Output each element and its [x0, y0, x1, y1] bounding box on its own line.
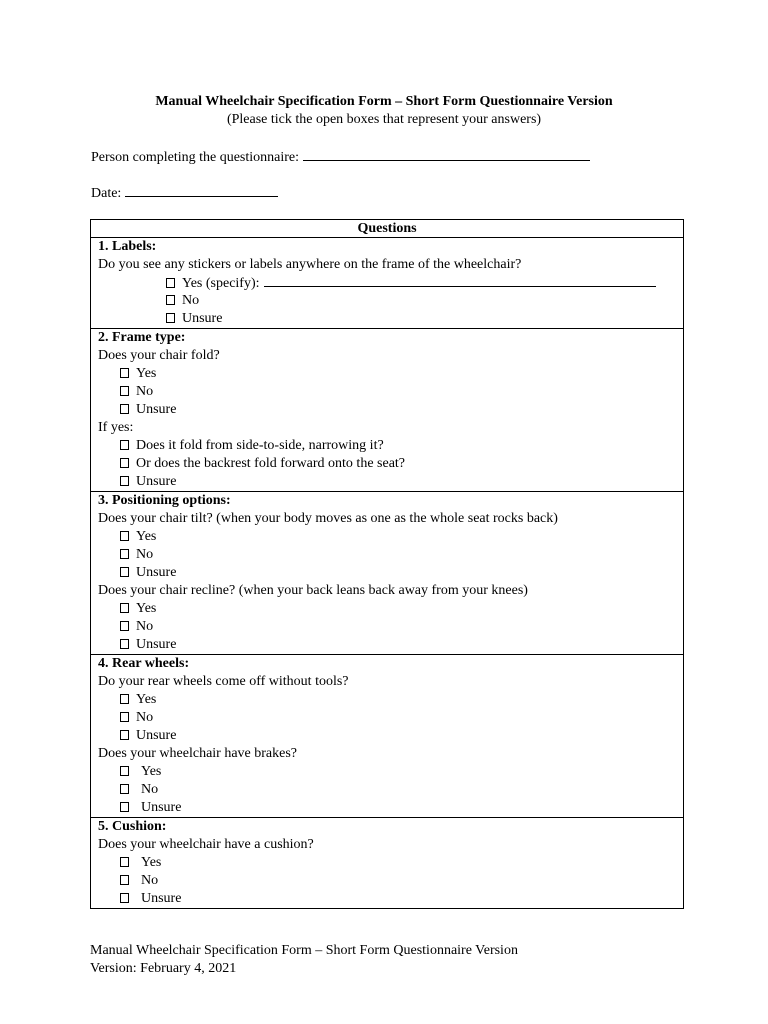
checkbox[interactable] [120, 476, 129, 486]
option-label: Unsure [136, 474, 177, 489]
option-row [98, 890, 683, 908]
checkbox[interactable] [120, 712, 129, 722]
option-label: No [136, 384, 154, 399]
option-label: No [141, 873, 159, 888]
question-text: Does your chair tilt? (when your body moves as one as the whole seat rocks back) [98, 511, 558, 526]
checkbox[interactable] [120, 458, 129, 468]
option-label: Unsure [136, 565, 177, 580]
option-row [98, 401, 683, 419]
question-text: Does your chair fold? [98, 348, 220, 363]
checkbox[interactable] [120, 368, 129, 378]
option-row [98, 310, 683, 328]
option-row [98, 854, 683, 872]
option-row [98, 636, 683, 654]
option-label: Yes [136, 366, 157, 381]
option-label: Does it fold from side-to-side, narrowing it? [136, 438, 384, 453]
option-row [98, 564, 683, 582]
question-text: Does your chair recline? (when your back leans back away from your knees) [98, 583, 528, 598]
option-row [98, 618, 683, 636]
option-label: Yes [141, 764, 162, 779]
section-labels [91, 238, 684, 329]
option-label: Unsure [141, 800, 182, 815]
option-label: Yes [136, 692, 157, 707]
section-positioning [91, 492, 684, 655]
option-label: No [136, 547, 154, 562]
checkbox[interactable] [120, 857, 129, 867]
option-label: Unsure [141, 891, 182, 906]
checkbox[interactable] [120, 386, 129, 396]
form-title: Manual Wheelchair Specification Form – Short Form Questionnaire Version [155, 94, 613, 109]
option-row [98, 292, 683, 310]
checkbox[interactable] [120, 730, 129, 740]
option-label: No [141, 782, 159, 797]
option-row [98, 799, 683, 817]
footer-title: Manual Wheelchair Specification Form – Short Form Questionnaire Version [90, 943, 518, 958]
option-row [98, 455, 683, 473]
option-label: Yes [136, 601, 157, 616]
footer-version: Version: February 4, 2021 [90, 961, 237, 976]
checkbox[interactable] [166, 313, 175, 323]
option-label: No [136, 710, 154, 725]
checkbox[interactable] [166, 295, 175, 305]
option-label: Yes [141, 855, 162, 870]
option-row [98, 600, 683, 618]
section-title: 2. Frame type: [98, 330, 186, 345]
checkbox[interactable] [120, 549, 129, 559]
person-input-line[interactable] [303, 148, 590, 161]
question-text: Do your rear wheels come off without tools? [98, 674, 349, 689]
person-label: Person completing the questionnaire: [91, 150, 300, 165]
checkbox[interactable] [120, 694, 129, 704]
if-yes-label: If yes: [98, 420, 134, 435]
option-row [98, 473, 683, 491]
section-title: 4. Rear wheels: [98, 656, 190, 671]
table-header: Questions [91, 220, 684, 238]
option-row [98, 727, 683, 745]
option-row [98, 383, 683, 401]
option-label: Yes [136, 529, 157, 544]
section-frame-type [91, 329, 684, 492]
section-rear-wheels [91, 655, 684, 818]
option-row [98, 528, 683, 546]
option-label: Unsure [136, 402, 177, 417]
section-title: 5. Cushion: [98, 819, 167, 834]
option-row [98, 437, 683, 455]
option-label: No [182, 293, 200, 308]
option-label: Yes (specify): [182, 276, 260, 291]
checkbox[interactable] [120, 440, 129, 450]
question-text: Does your wheelchair have a cushion? [98, 837, 314, 852]
section-title: 1. Labels: [98, 239, 157, 254]
specify-input-line[interactable] [264, 274, 656, 287]
checkbox[interactable] [166, 278, 175, 288]
checkbox[interactable] [120, 875, 129, 885]
option-label: No [136, 619, 154, 634]
option-row [98, 546, 683, 564]
option-row [98, 781, 683, 799]
section-cushion [91, 818, 684, 909]
checkbox[interactable] [120, 531, 129, 541]
option-row [98, 709, 683, 727]
form-subtitle: (Please tick the open boxes that represent your answers) [226, 112, 542, 127]
option-row [98, 365, 683, 383]
date-field [91, 184, 278, 202]
option-row [98, 691, 683, 709]
option-label: Unsure [182, 311, 223, 326]
checkbox[interactable] [120, 802, 129, 812]
checkbox[interactable] [120, 766, 129, 776]
question-text: Do you see any stickers or labels anywhere on the frame of the wheelchair? [98, 257, 522, 272]
option-label: Or does the backrest fold forward onto the seat? [136, 456, 406, 471]
checkbox[interactable] [120, 784, 129, 794]
question-text: Does your wheelchair have brakes? [98, 746, 298, 761]
checkbox[interactable] [120, 621, 129, 631]
checkbox[interactable] [120, 567, 129, 577]
date-label: Date: [91, 186, 122, 201]
person-field [91, 148, 590, 166]
checkbox[interactable] [120, 893, 129, 903]
option-row [98, 872, 683, 890]
option-label: Unsure [136, 728, 177, 743]
questions-table [90, 219, 684, 909]
checkbox[interactable] [120, 639, 129, 649]
option-row [98, 763, 683, 781]
option-label: Unsure [136, 637, 177, 652]
option-row [98, 274, 683, 292]
section-title: 3. Positioning options: [98, 493, 231, 508]
checkbox[interactable] [120, 603, 129, 613]
checkbox[interactable] [120, 404, 129, 414]
date-input-line[interactable] [125, 184, 278, 197]
